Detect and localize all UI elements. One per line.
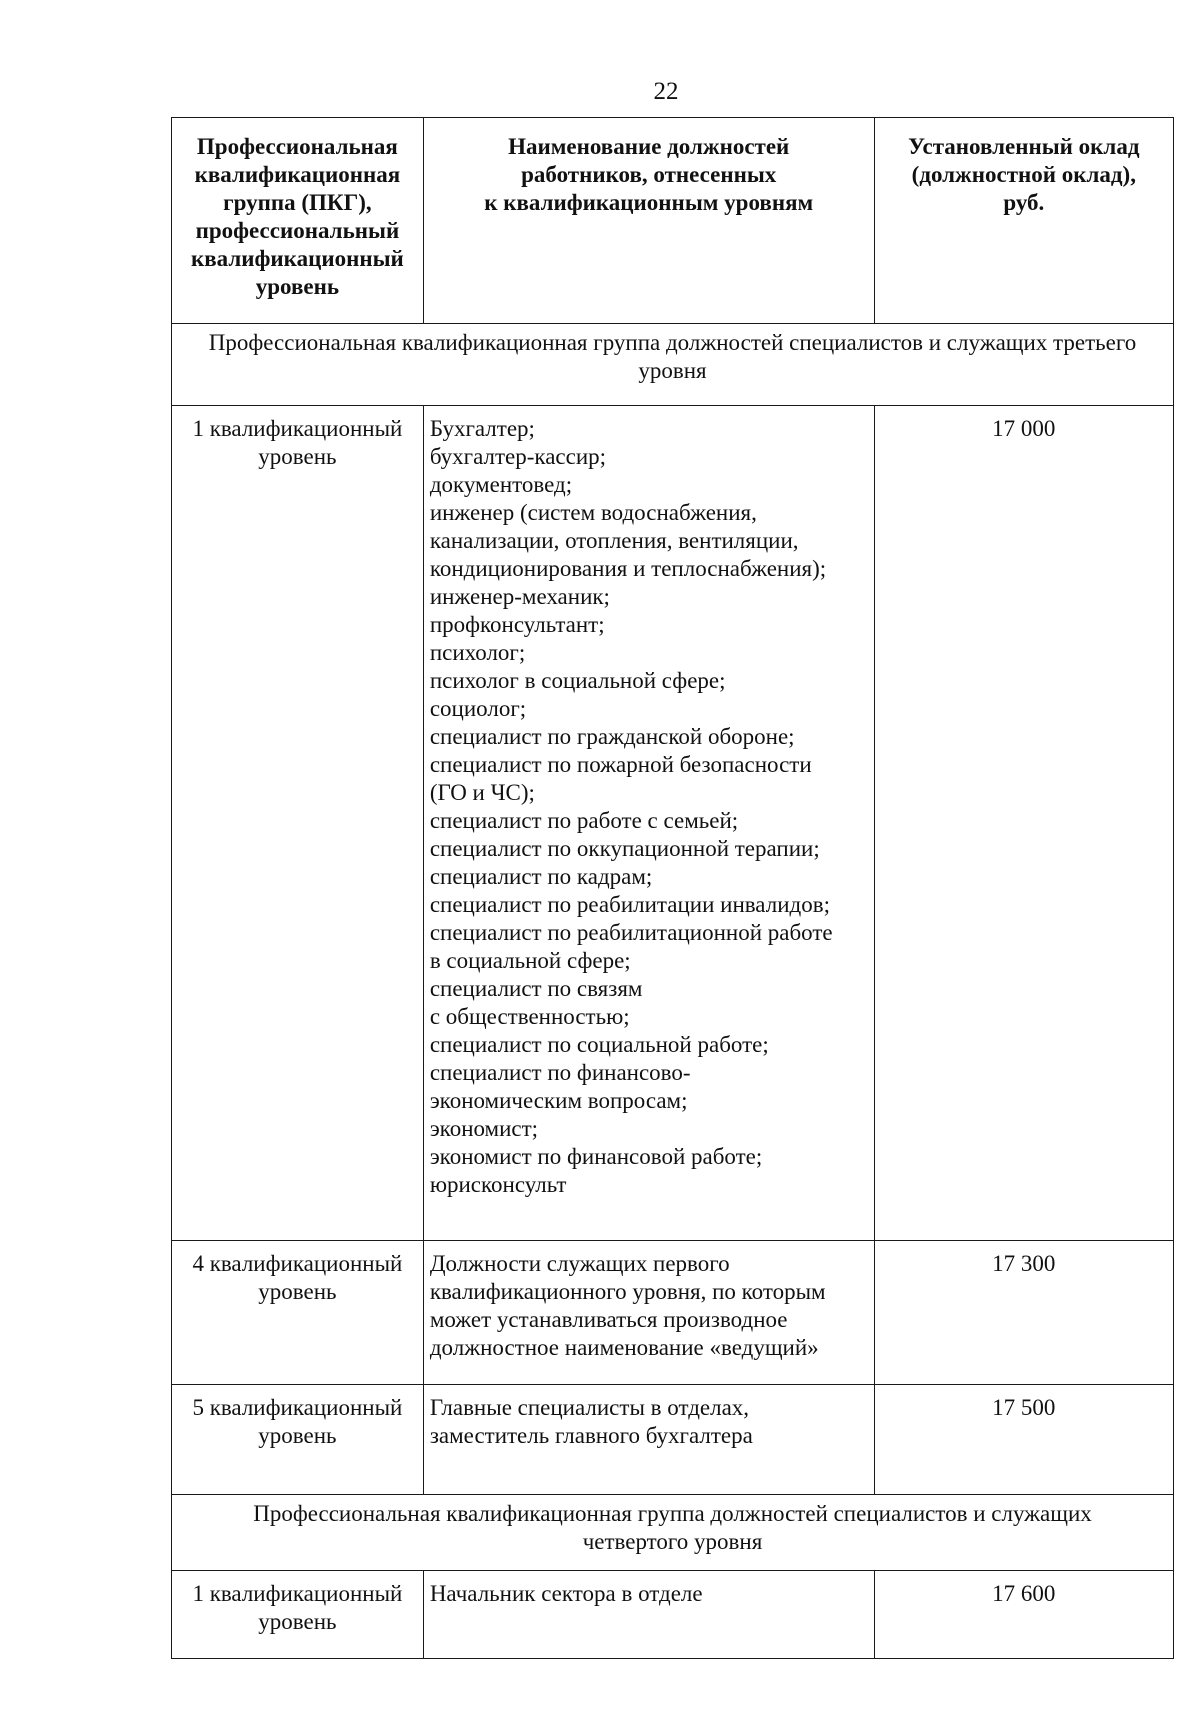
salary-cell: 17 300 — [874, 1241, 1173, 1385]
positions-cell — [423, 1571, 874, 1659]
position-line: психолог; — [429, 640, 526, 665]
position-line: Бухгалтер; — [429, 416, 535, 441]
header-line: профессиональный — [195, 218, 400, 243]
position-line: инженер (систем водоснабжения, — [429, 500, 757, 525]
position-line: Начальник сектора в отделе — [429, 1581, 703, 1606]
position-line: бухгалтер-кассир; — [429, 444, 607, 469]
position-line: профконсультант; — [429, 612, 605, 637]
header-salary — [874, 118, 1173, 324]
position-line: экономист; — [429, 1116, 539, 1141]
group-title-line: уровня — [638, 358, 707, 383]
level-line: уровень — [258, 1423, 337, 1448]
group-title-line: Профессиональная квалификационная группа должностей специалистов и служащих — [253, 1501, 1092, 1526]
positions-cell — [423, 1241, 874, 1385]
group-title — [172, 1495, 1174, 1571]
position-line: специалист по финансово- — [429, 1060, 691, 1085]
position-line: специалист по гражданской обороне; — [429, 724, 795, 749]
level-line: 5 квалификационный — [192, 1395, 403, 1420]
group-title-line: четвертого уровня — [582, 1529, 763, 1554]
position-line: (ГО и ЧС); — [429, 780, 535, 805]
group-title-line: Профессиональная квалификационная группа должностей специалистов и служащих третьего — [208, 330, 1137, 355]
level-line: уровень — [258, 1609, 337, 1634]
positions-cell — [423, 1385, 874, 1495]
position-line: социолог; — [429, 696, 527, 721]
header-line: квалификационный — [190, 246, 404, 271]
position-line: специалист по оккупационной терапии; — [429, 836, 820, 861]
position-line: специалист по связям — [429, 976, 643, 1001]
header-line: Профессиональная — [196, 134, 398, 159]
level-line: 1 квалификационный — [192, 1581, 403, 1606]
position-line: инженер-механик; — [429, 584, 610, 609]
table-row — [172, 406, 1174, 1241]
position-line: специалист по пожарной безопасности — [429, 752, 812, 777]
salary-cell: 17 000 — [874, 406, 1173, 1241]
group-title-row — [172, 324, 1174, 406]
header-position-names — [423, 118, 874, 324]
position-line: экономическим вопросам; — [429, 1088, 688, 1113]
level-cell — [172, 1241, 424, 1385]
level-line: 1 квалификационный — [192, 416, 403, 441]
header-line: (должностной оклад), — [911, 162, 1136, 187]
header-line: группа (ПКГ), — [223, 190, 372, 215]
level-cell — [172, 1571, 424, 1659]
position-line: специалист по кадрам; — [429, 864, 653, 889]
position-line: психолог в социальной сфере; — [429, 668, 726, 693]
table-row — [172, 1241, 1174, 1385]
level-cell — [172, 1385, 424, 1495]
position-line: специалист по реабилитации инвалидов; — [429, 892, 830, 917]
page-number: 22 — [653, 78, 679, 105]
level-line: уровень — [258, 444, 337, 469]
position-line: заместитель главного бухгалтера — [429, 1423, 753, 1448]
positions-cell — [423, 406, 874, 1241]
group-title-row — [172, 1495, 1174, 1571]
position-line: Должности служащих первого — [429, 1251, 730, 1276]
level-line: уровень — [258, 1279, 337, 1304]
header-line: работников, отнесенных — [521, 162, 777, 187]
position-line: квалификационного уровня, по которым — [429, 1279, 826, 1304]
table-row — [172, 1385, 1174, 1495]
position-line: экономист по финансовой работе; — [429, 1144, 763, 1169]
position-line: специалист по социальной работе; — [429, 1032, 769, 1057]
position-line: Главные специалисты в отделах, — [429, 1395, 750, 1420]
position-line: в социальной сфере; — [429, 948, 631, 973]
header-line: Установленный оклад — [908, 134, 1140, 159]
header-line: руб. — [1003, 190, 1045, 215]
level-line: 4 квалификационный — [192, 1251, 403, 1276]
position-line: должностное наименование «ведущий» — [429, 1335, 819, 1360]
position-line: специалист по работе с семьей; — [429, 808, 739, 833]
position-line: документовед; — [429, 472, 573, 497]
position-line: может устанавливаться производное — [429, 1307, 788, 1332]
position-line: канализации, отопления, вентиляции, — [429, 528, 799, 553]
salary-cell: 17 500 — [874, 1385, 1173, 1495]
level-cell — [172, 406, 424, 1241]
salary-cell: 17 600 — [874, 1571, 1173, 1659]
position-line: кондиционирования и теплоснабжения); — [429, 556, 827, 581]
header-line: Наименование должностей — [508, 134, 790, 159]
position-line: с общественностью; — [429, 1004, 630, 1029]
table-row — [172, 1571, 1174, 1659]
header-line: уровень — [255, 274, 340, 299]
position-line: специалист по реабилитационной работе — [429, 920, 833, 945]
position-line: юрисконсульт — [429, 1172, 567, 1197]
table-header-row — [172, 118, 1174, 324]
header-line: квалификационная — [194, 162, 401, 187]
header-line: к квалификационным уровням — [484, 190, 814, 215]
group-title — [172, 324, 1174, 406]
salary-table — [171, 117, 1174, 1659]
header-pkg-level — [172, 118, 424, 324]
